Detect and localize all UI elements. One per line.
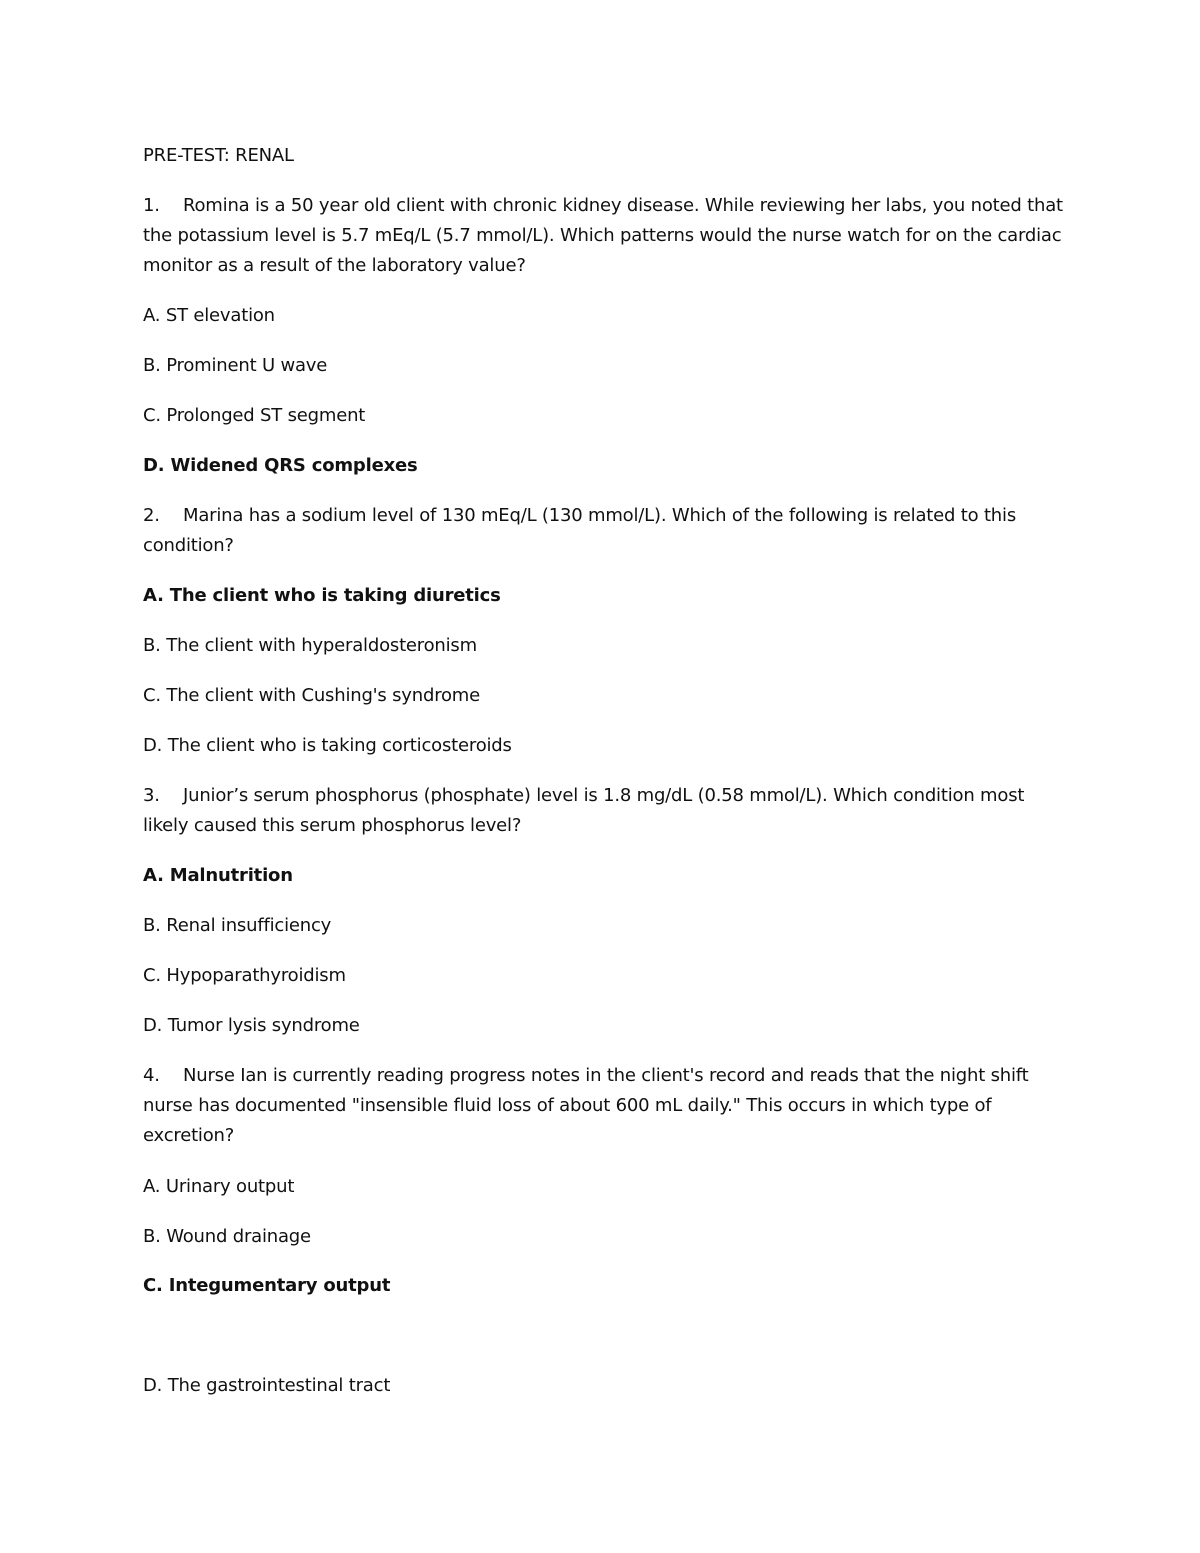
question-4-option-b: B. Wound drainage <box>143 1226 311 1247</box>
question-3-line-2: likely caused this serum phosphorus level? <box>143 815 522 836</box>
question-4-line-3: excretion? <box>143 1125 235 1146</box>
question-4-line-1: 4. Nurse Ian is currently reading progress notes in the client's record and reads that the night shift <box>143 1061 1028 1091</box>
question-number: 3. <box>143 785 160 806</box>
question-2-option-d: D. The client who is taking corticosteroids <box>143 735 512 756</box>
question-4-option-a: A. Urinary output <box>143 1176 295 1197</box>
question-1-option-a: A. ST elevation <box>143 305 275 326</box>
question-3-option-b: B. Renal insufficiency <box>143 915 332 936</box>
question-4-option-d: D. The gastrointestinal tract <box>143 1375 391 1396</box>
question-3-option-d: D. Tumor lysis syndrome <box>143 1015 360 1036</box>
question-4-line-2: nurse has documented "insensible fluid loss of about 600 mL daily." This occurs in which type of <box>143 1095 992 1116</box>
question-1-line-3: monitor as a result of the laboratory value? <box>143 255 526 276</box>
question-3-option-a-answer: A. Malnutrition <box>143 865 293 886</box>
question-number: 4. <box>143 1065 160 1086</box>
question-2-option-a-answer: A. The client who is taking diuretics <box>143 585 501 606</box>
question-1-option-d-answer: D. Widened QRS complexes <box>143 455 418 476</box>
question-1-line-1: 1. Romina is a 50 year old client with chronic kidney disease. While reviewing her labs, you noted that <box>143 191 1063 221</box>
question-4-option-c-answer: C. Integumentary output <box>143 1275 391 1296</box>
question-number: 1. <box>143 195 160 216</box>
question-2-option-c: C. The client with Cushing's syndrome <box>143 685 481 706</box>
question-1-option-b: B. Prominent U wave <box>143 355 328 376</box>
question-2-option-b: B. The client with hyperaldosteronism <box>143 635 477 656</box>
question-3-option-c: C. Hypoparathyroidism <box>143 965 346 986</box>
question-3-line-1: 3. Junior’s serum phosphorus (phosphate) level is 1.8 mg/dL (0.58 mmol/L). Which condition most <box>143 781 1024 811</box>
question-number: 2. <box>143 505 160 526</box>
question-2-line-2: condition? <box>143 535 234 556</box>
page-title: PRE-TEST: RENAL <box>143 145 294 166</box>
question-2-line-1: 2. Marina has a sodium level of 130 mEq/L (130 mmol/L). Which of the following is related to this <box>143 501 1016 531</box>
question-1-option-c: C. Prolonged ST segment <box>143 405 366 426</box>
question-1-line-2: the potassium level is 5.7 mEq/L (5.7 mmol/L). Which patterns would the nurse watch for on the cardiac <box>143 225 1062 246</box>
